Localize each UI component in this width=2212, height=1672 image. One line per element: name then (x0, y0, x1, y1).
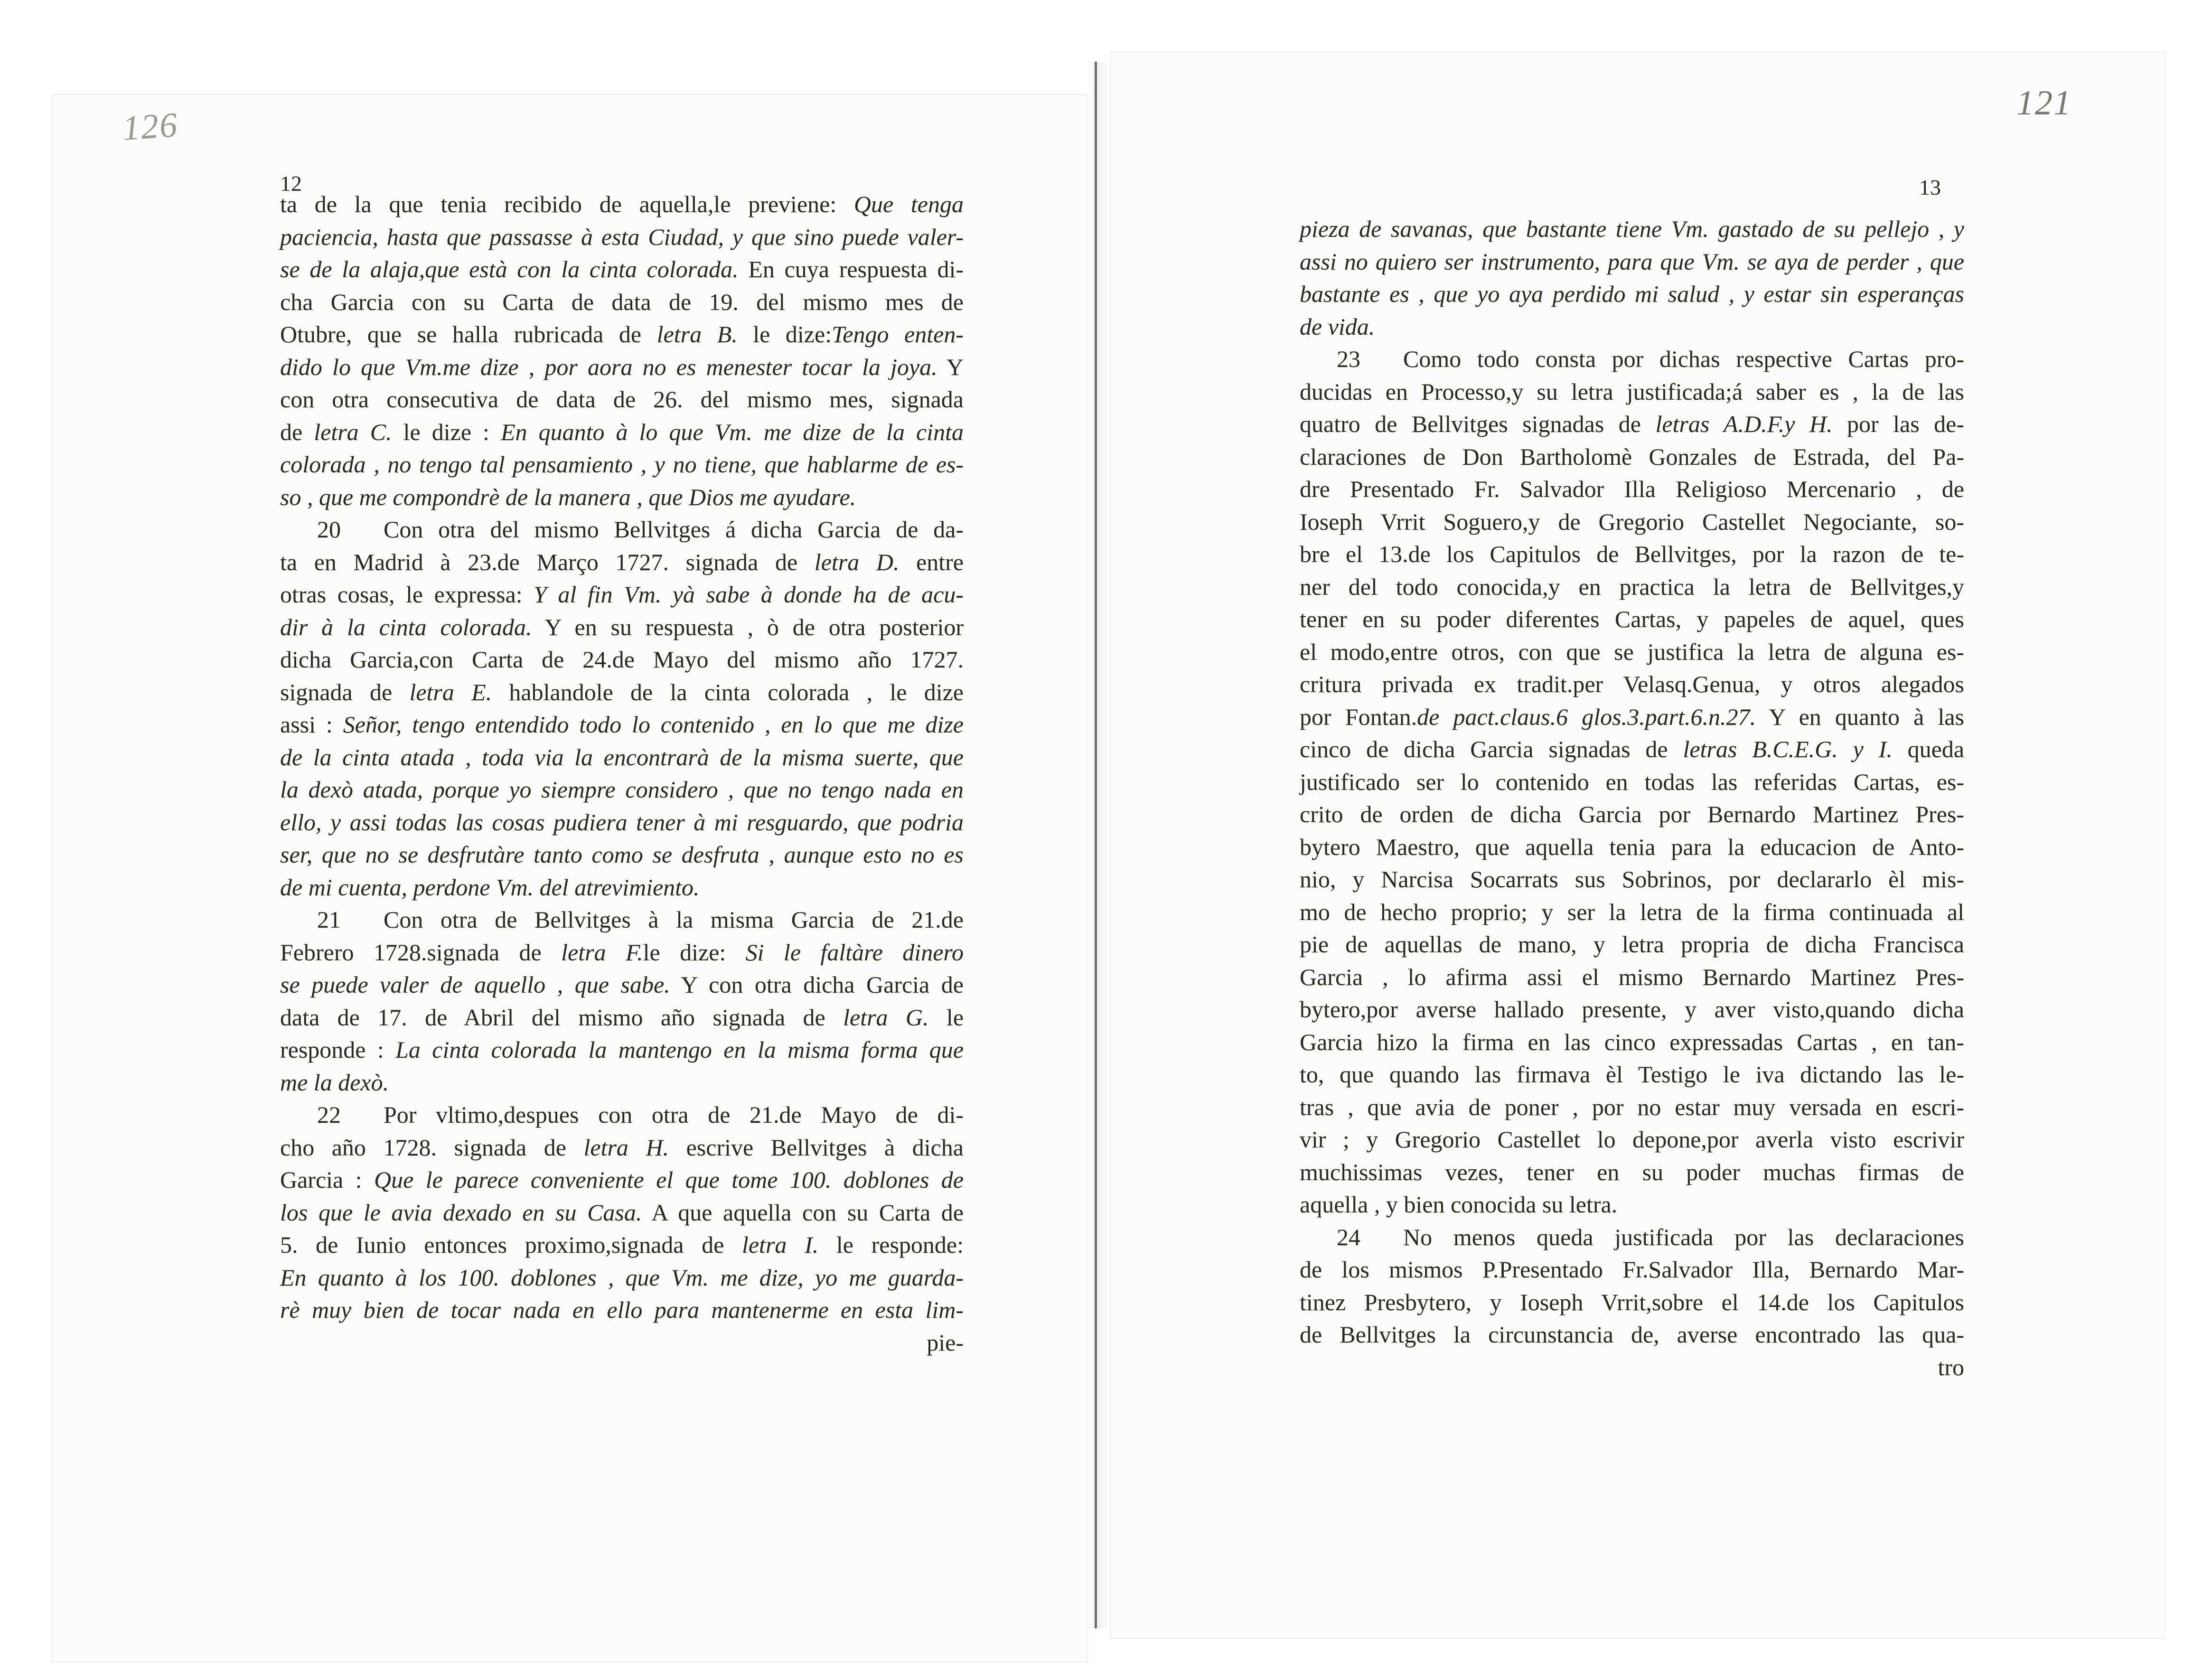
roman-run: critura privada ex tradit.per Velasq.Genua, y otros alegados (1300, 671, 1964, 697)
roman-run: data de 17. de Abril del mismo año signada de (280, 1004, 844, 1031)
roman-run: assi : (280, 711, 343, 738)
text-line (280, 513, 964, 546)
roman-run: ta de la que tenia recibido de aquella,le previene: (280, 191, 854, 217)
page-number-left: 12 (280, 171, 302, 196)
italic-run: letra G. (843, 1004, 929, 1031)
roman-run: por las de- (1832, 411, 1964, 437)
italic-run: Que le parece conveniente el que tome 100. doblones de (374, 1166, 964, 1193)
roman-run: to, que quando las firmava èl Testigo le iva dictando las le- (1300, 1061, 1964, 1088)
text-line (280, 968, 964, 1001)
text-line (1300, 506, 1964, 538)
roman-run: ducidas en Processo,y su letra justificada;á saber es , la de las (1300, 378, 1964, 405)
catchword: pie- (927, 1329, 964, 1356)
text-line (280, 676, 964, 709)
text-line (280, 1066, 964, 1099)
text-line (280, 546, 964, 579)
text-line (1300, 1221, 1964, 1254)
text-line (1300, 1156, 1964, 1189)
italic-run: bastante es , que yo aya perdido mi salud , y estar sin esperanças (1300, 281, 1964, 307)
italic-run: se de la alaja,que està con la cinta colorada. (280, 256, 739, 282)
left-page-text (280, 188, 964, 1359)
roman-run: dicha Garcia,con Carta de 24.de Mayo del mismo año 1727. (280, 646, 964, 673)
text-line (1300, 733, 1964, 766)
text-line (1300, 961, 1964, 994)
italic-run: de la cinta atada , toda via la encontrarà de la misma suerte, que (280, 743, 964, 770)
roman-run: queda (1892, 736, 1965, 762)
catchword: tro (1938, 1353, 1964, 1381)
text-line (280, 1099, 964, 1131)
text-line (280, 1261, 964, 1294)
roman-run: cho año 1728. signada de (280, 1134, 584, 1161)
italic-run: me la dexò. (280, 1069, 389, 1096)
italic-run: paciencia, hasta que passasse à esta Ciudad, y que sino puede valer- (280, 223, 964, 250)
roman-run: 5. de Iunio entonces proximo,signada de (280, 1231, 742, 1258)
italic-run: letras A.D.F.y H. (1655, 411, 1833, 437)
italic-run: de mi cuenta, perdone Vm. del atrevimiento. (280, 874, 700, 901)
italic-run: la dexò atada, porque yo siempre considero , que no tengo nada en (280, 776, 964, 803)
text-line (280, 318, 964, 351)
italic-run: En quanto à los 100. doblones , que Vm. me dize, yo me guarda- (280, 1264, 964, 1291)
text-line (280, 741, 964, 774)
text-line (1300, 668, 1964, 701)
text-line (280, 773, 964, 806)
text-line (1300, 1091, 1964, 1124)
text-line (1300, 1188, 1964, 1221)
text-line (280, 416, 964, 449)
roman-run: ta en Madrid à 23.de Março 1727. signada de (280, 548, 815, 575)
italic-run: En quanto à lo que Vm. me dize de la cinta (500, 418, 964, 445)
text-line (1300, 831, 1964, 864)
text-line (1300, 473, 1964, 506)
roman-run: por Fontan. (1300, 703, 1417, 730)
roman-run: crito de orden de dicha Garcia por Bernardo Martinez Pres- (1300, 801, 1964, 827)
roman-run: No menos queda justificada por las declaraciones (1403, 1223, 1964, 1250)
text-line (1300, 310, 1964, 343)
text-line (1300, 1123, 1964, 1156)
italic-run: Tengo enten- (832, 321, 964, 348)
text-line (280, 903, 964, 936)
text-line (1300, 278, 1964, 310)
text-line (280, 1033, 964, 1066)
italic-run: dido lo que Vm.me dize , por aora no es menester tocar la joya. (280, 353, 937, 380)
text-line (280, 643, 964, 676)
roman-run: le dize: (737, 321, 832, 348)
italic-run: letra B. (656, 321, 738, 348)
text-line (280, 838, 964, 871)
roman-run: Garcia : (280, 1166, 375, 1193)
roman-run: Como todo consta por dichas respective Cartas pro- (1403, 346, 1964, 372)
paragraph-number: 21 (317, 906, 341, 933)
roman-run: Garcia , lo afirma assi el mismo Bernardo Martinez Pres- (1300, 963, 1964, 990)
text-line (280, 188, 964, 221)
text-line (280, 1229, 964, 1261)
paragraph-number: 22 (317, 1101, 341, 1128)
text-line (280, 1001, 964, 1034)
binding-gutter (1095, 62, 1097, 1628)
roman-run: ner del todo conocida,y en practica la letra de Bellvitges,y (1300, 573, 1964, 600)
roman-run: hablandole de la cinta colorada , le dize (492, 678, 964, 705)
italic-run: de pact.claus.6 glos.3.part.6.n.27. (1417, 703, 1756, 730)
text-line (1300, 538, 1964, 571)
text-line (280, 871, 964, 904)
italic-run: so , que me compondrè de la manera , que Dios me ayudare. (280, 483, 856, 510)
italic-run: letras B.C.E.G. y I. (1683, 736, 1893, 762)
roman-run: Por vltimo,despues con otra de 21.de Mayo de di- (384, 1101, 964, 1128)
roman-run: responde : (280, 1036, 396, 1063)
italic-run: Señor, tengo entendido todo lo contenido , en lo que me dize (343, 711, 964, 738)
roman-run: tras , que avia de poner , por no estar muy versada en escri- (1300, 1093, 1964, 1120)
roman-run: cha Garcia con su Carta de data de 19. del mismo mes de (280, 288, 964, 315)
italic-run: letra H. (583, 1134, 669, 1161)
roman-run: Garcia hizo la firma en las cinco expressadas Cartas , en tan- (1300, 1028, 1964, 1055)
roman-run: claraciones de Don Bartholomè Gonzales de Estrada, del Pa- (1300, 443, 1964, 470)
text-line (1300, 245, 1964, 278)
roman-run: Febrero 1728.signada de (280, 939, 562, 966)
roman-run: de Bellvitges la circunstancia de, averse encontrado las qua- (1300, 1321, 1964, 1348)
right-page-text (1300, 213, 1964, 1383)
roman-run: A que aquella con su Carta de (642, 1199, 964, 1226)
text-line (280, 1164, 964, 1196)
roman-run: le dize: (643, 939, 746, 966)
text-line (1300, 603, 1964, 636)
text-line (280, 253, 964, 286)
text-line (1300, 213, 1964, 245)
text-line (1300, 376, 1964, 408)
italic-run: Que tenga (853, 191, 964, 217)
roman-run: de (280, 418, 314, 445)
text-line (1300, 798, 1964, 831)
roman-run: Y con otra dicha Garcia de (670, 971, 964, 998)
text-line (280, 286, 964, 319)
text-line (280, 448, 964, 481)
text-line (280, 221, 964, 254)
roman-run: le dize : (392, 418, 501, 445)
paragraph-number: 23 (1337, 346, 1360, 372)
italic-run: ello, y assi todas las cosas pudiera tener à mi resguardo, que podria (280, 808, 964, 836)
roman-run: nio, y Narcisa Socarrats sus Sobrinos, por declararlo èl mis- (1300, 866, 1964, 892)
text-line (1300, 343, 1964, 376)
text-line (280, 611, 964, 644)
text-line (280, 578, 964, 611)
roman-run: Ioseph Vrrit Soguero,y de Gregorio Castellet Negociante, so- (1300, 508, 1964, 535)
roman-run: escrive Bellvitges à dicha (669, 1134, 964, 1161)
text-line (280, 1294, 964, 1326)
italic-run: letra I. (741, 1231, 819, 1258)
italic-run: Y al fin Vm. yà sabe à donde ha de acu- (534, 581, 964, 608)
roman-run: Y (937, 353, 964, 380)
text-line (1300, 1286, 1964, 1319)
text-line (280, 708, 964, 741)
gutter-shadow (1086, 62, 1111, 1628)
italic-run: dir à la cinta colorada. (280, 613, 532, 640)
italic-run: de vida. (1300, 313, 1375, 340)
text-line (1300, 441, 1964, 473)
text-line (1300, 701, 1964, 733)
text-line (1300, 1058, 1964, 1091)
italic-run: colorada , no tengo tal pensamiento , y no tiene, que hablarme de es- (280, 451, 964, 478)
roman-run: pie de aquellas de mano, y letra propria de dicha Francisca (1300, 931, 1964, 958)
text-line (1300, 636, 1964, 668)
roman-run: justificado ser lo contenido en todas las referidas Cartas, es- (1300, 768, 1964, 795)
italic-run: letra C. (314, 418, 392, 445)
text-line (1300, 408, 1964, 441)
italic-run: los que le avia dexado en su Casa. (280, 1199, 642, 1226)
italic-run: rè muy bien de tocar nada en ello para mantenerme en esta lim- (280, 1296, 964, 1323)
roman-run: signada de (280, 678, 410, 705)
roman-run: de los mismos P.Presentado Fr.Salvador Illa, Bernardo Mar- (1300, 1256, 1964, 1283)
roman-run: entre (899, 548, 964, 575)
roman-run: Y en quanto à las (1755, 703, 1964, 730)
roman-run: le responde: (818, 1231, 964, 1258)
page-number-right: 13 (1919, 175, 1941, 199)
roman-run: dre Presentado Fr. Salvador Illa Religioso Mercenario , de (1300, 476, 1964, 502)
roman-run: quatro de Bellvitges signadas de (1300, 411, 1656, 437)
text-line (280, 806, 964, 839)
text-line (1300, 863, 1964, 896)
italic-run: Si le faltàre dinero (745, 939, 964, 966)
italic-run: letra F. (561, 939, 643, 966)
roman-run: mo de hecho proprio; y ser la letra de la firma continuada al (1300, 898, 1964, 925)
text-line (1300, 1253, 1964, 1286)
roman-run: el modo,entre otros, con que se justifica la letra de alguna es- (1300, 638, 1964, 665)
text-line (1300, 571, 1964, 603)
italic-run: se puede valer de aquello , que sabe. (280, 971, 670, 998)
paragraph-number: 24 (1337, 1223, 1360, 1250)
roman-run: cinco de dicha Garcia signadas de (1300, 736, 1683, 762)
italic-run: letra D. (814, 548, 900, 575)
text-line (280, 383, 964, 416)
italic-run: ser, que no se desfrutàre tanto como se desfruta , aunque esto no es (280, 841, 964, 868)
text-line (1300, 1026, 1964, 1059)
roman-run: Y en su respuesta , ò de otra posterior (532, 613, 964, 640)
roman-run: con otra consecutiva de data de 26. del mismo mes, signada (280, 386, 964, 413)
text-line (1300, 928, 1964, 961)
roman-run: tener en su poder diferentes Cartas, y papeles de aquel, ques (1300, 606, 1964, 632)
handwritten-folio-right: 121 (2016, 84, 2072, 122)
handwritten-folio-left: 126 (121, 105, 179, 148)
roman-run: En cuya respuesta di- (738, 256, 964, 282)
roman-run: muchissimas vezes, tener en su poder muchas firmas de (1300, 1158, 1964, 1185)
text-line (1300, 766, 1964, 798)
text-line (1300, 896, 1964, 929)
text-line (1300, 1318, 1964, 1351)
roman-run: bytero,por averse hallado presente, y aver visto,quando dicha (1300, 996, 1964, 1023)
roman-run: Otubre, que se halla rubricada de (280, 321, 657, 348)
italic-run: pieza de savanas, que bastante tiene Vm. gastado de su pellejo , y (1300, 216, 1964, 242)
roman-run: Con otra de Bellvitges à la misma Garcia de 21.de (384, 906, 964, 933)
roman-run: bytero Maestro, que aquella tenia para la educacion de Anto- (1300, 833, 1964, 860)
italic-run: La cinta colorada la mantengo en la misma forma que (395, 1036, 964, 1063)
text-line (280, 351, 964, 384)
roman-run: le (928, 1004, 964, 1031)
text-line (280, 936, 964, 969)
roman-run: Con otra del mismo Bellvitges á dicha Garcia de da- (384, 516, 964, 543)
italic-run: assi no quiero ser instrumento, para que Vm. se aya de perder , que (1300, 248, 1964, 275)
paragraph-number: 20 (317, 516, 341, 543)
roman-run: otras cosas, le expressa: (280, 581, 534, 608)
roman-run: tinez Presbytero, y Ioseph Vrrit,sobre el 14.de los Capitulos (1300, 1288, 1964, 1315)
roman-run: bre el 13.de los Capitulos de Bellvitges, por la razon de te- (1300, 541, 1964, 567)
roman-run: vir ; y Gregorio Castellet lo depone,por averla visto escrivir (1300, 1126, 1964, 1153)
text-line (1300, 993, 1964, 1026)
roman-run: aquella , y bien conocida su letra. (1300, 1191, 1618, 1218)
text-line (280, 481, 964, 514)
text-line (280, 1131, 964, 1164)
italic-run: letra E. (409, 678, 492, 705)
text-line (280, 1196, 964, 1229)
